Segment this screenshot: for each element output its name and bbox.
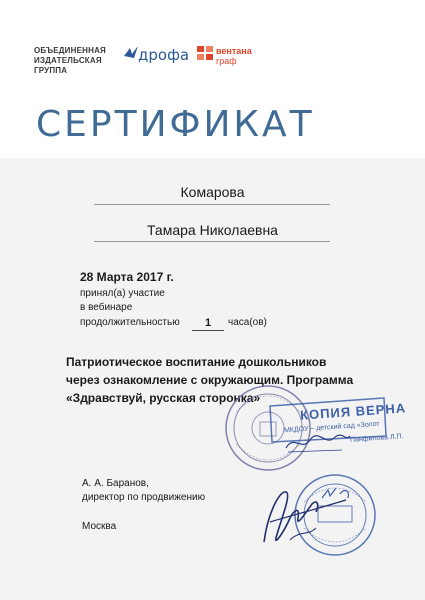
topic-line-3: «Здравствуй, русская сторонка» [66, 391, 261, 405]
publisher-line-2: ИЗДАТЕЛЬСКАЯ [34, 56, 102, 65]
brand-drofa: дрофа [138, 46, 190, 64]
surname-underline [94, 204, 330, 205]
stamp-signature-icon [282, 428, 352, 456]
director-signature-icon [250, 482, 350, 552]
participation-line: принял(а) участие [80, 288, 165, 299]
copy-stamp-org: МКДОУ – детский сад «Золот [283, 420, 380, 435]
given-names-underline [94, 241, 330, 242]
topic-line-2: через ознакомление с окружающим. Программа [66, 373, 354, 387]
hours-value: 1 [204, 317, 212, 329]
hours-underline [192, 330, 224, 331]
page-title: СЕРТИФИКАТ [36, 104, 315, 145]
brand-graf: граф [216, 56, 237, 66]
recipient-surname: Комарова [180, 184, 245, 200]
webinar-line: в вебинаре [80, 302, 133, 313]
publisher-line-1: ОБЪЕДИНЕННАЯ [34, 46, 107, 55]
signatory-role: директор по продвижению [82, 492, 206, 503]
certificate-header [0, 0, 425, 160]
hours-unit: часа(ов) [228, 317, 267, 328]
event-date: 28 Марта 2017 г. [80, 270, 174, 284]
publisher-line-3: ГРУППА [34, 66, 68, 75]
copy-stamp-title: КОПИЯ ВЕРНА [299, 400, 407, 423]
city: Москва [82, 521, 117, 532]
duration-label: продолжительностью [80, 317, 180, 328]
brand-ventana: вентана [216, 46, 252, 56]
recipient-given-names: Тамара Николаевна [147, 222, 278, 238]
copy-stamp-person: Панфилова Л.П. [349, 433, 404, 444]
topic-line-1: Патриотическое воспитание дошкольников [66, 355, 327, 369]
signatory-name: А. А. Баранов, [82, 478, 149, 489]
ventana-logo-icon [196, 45, 214, 61]
